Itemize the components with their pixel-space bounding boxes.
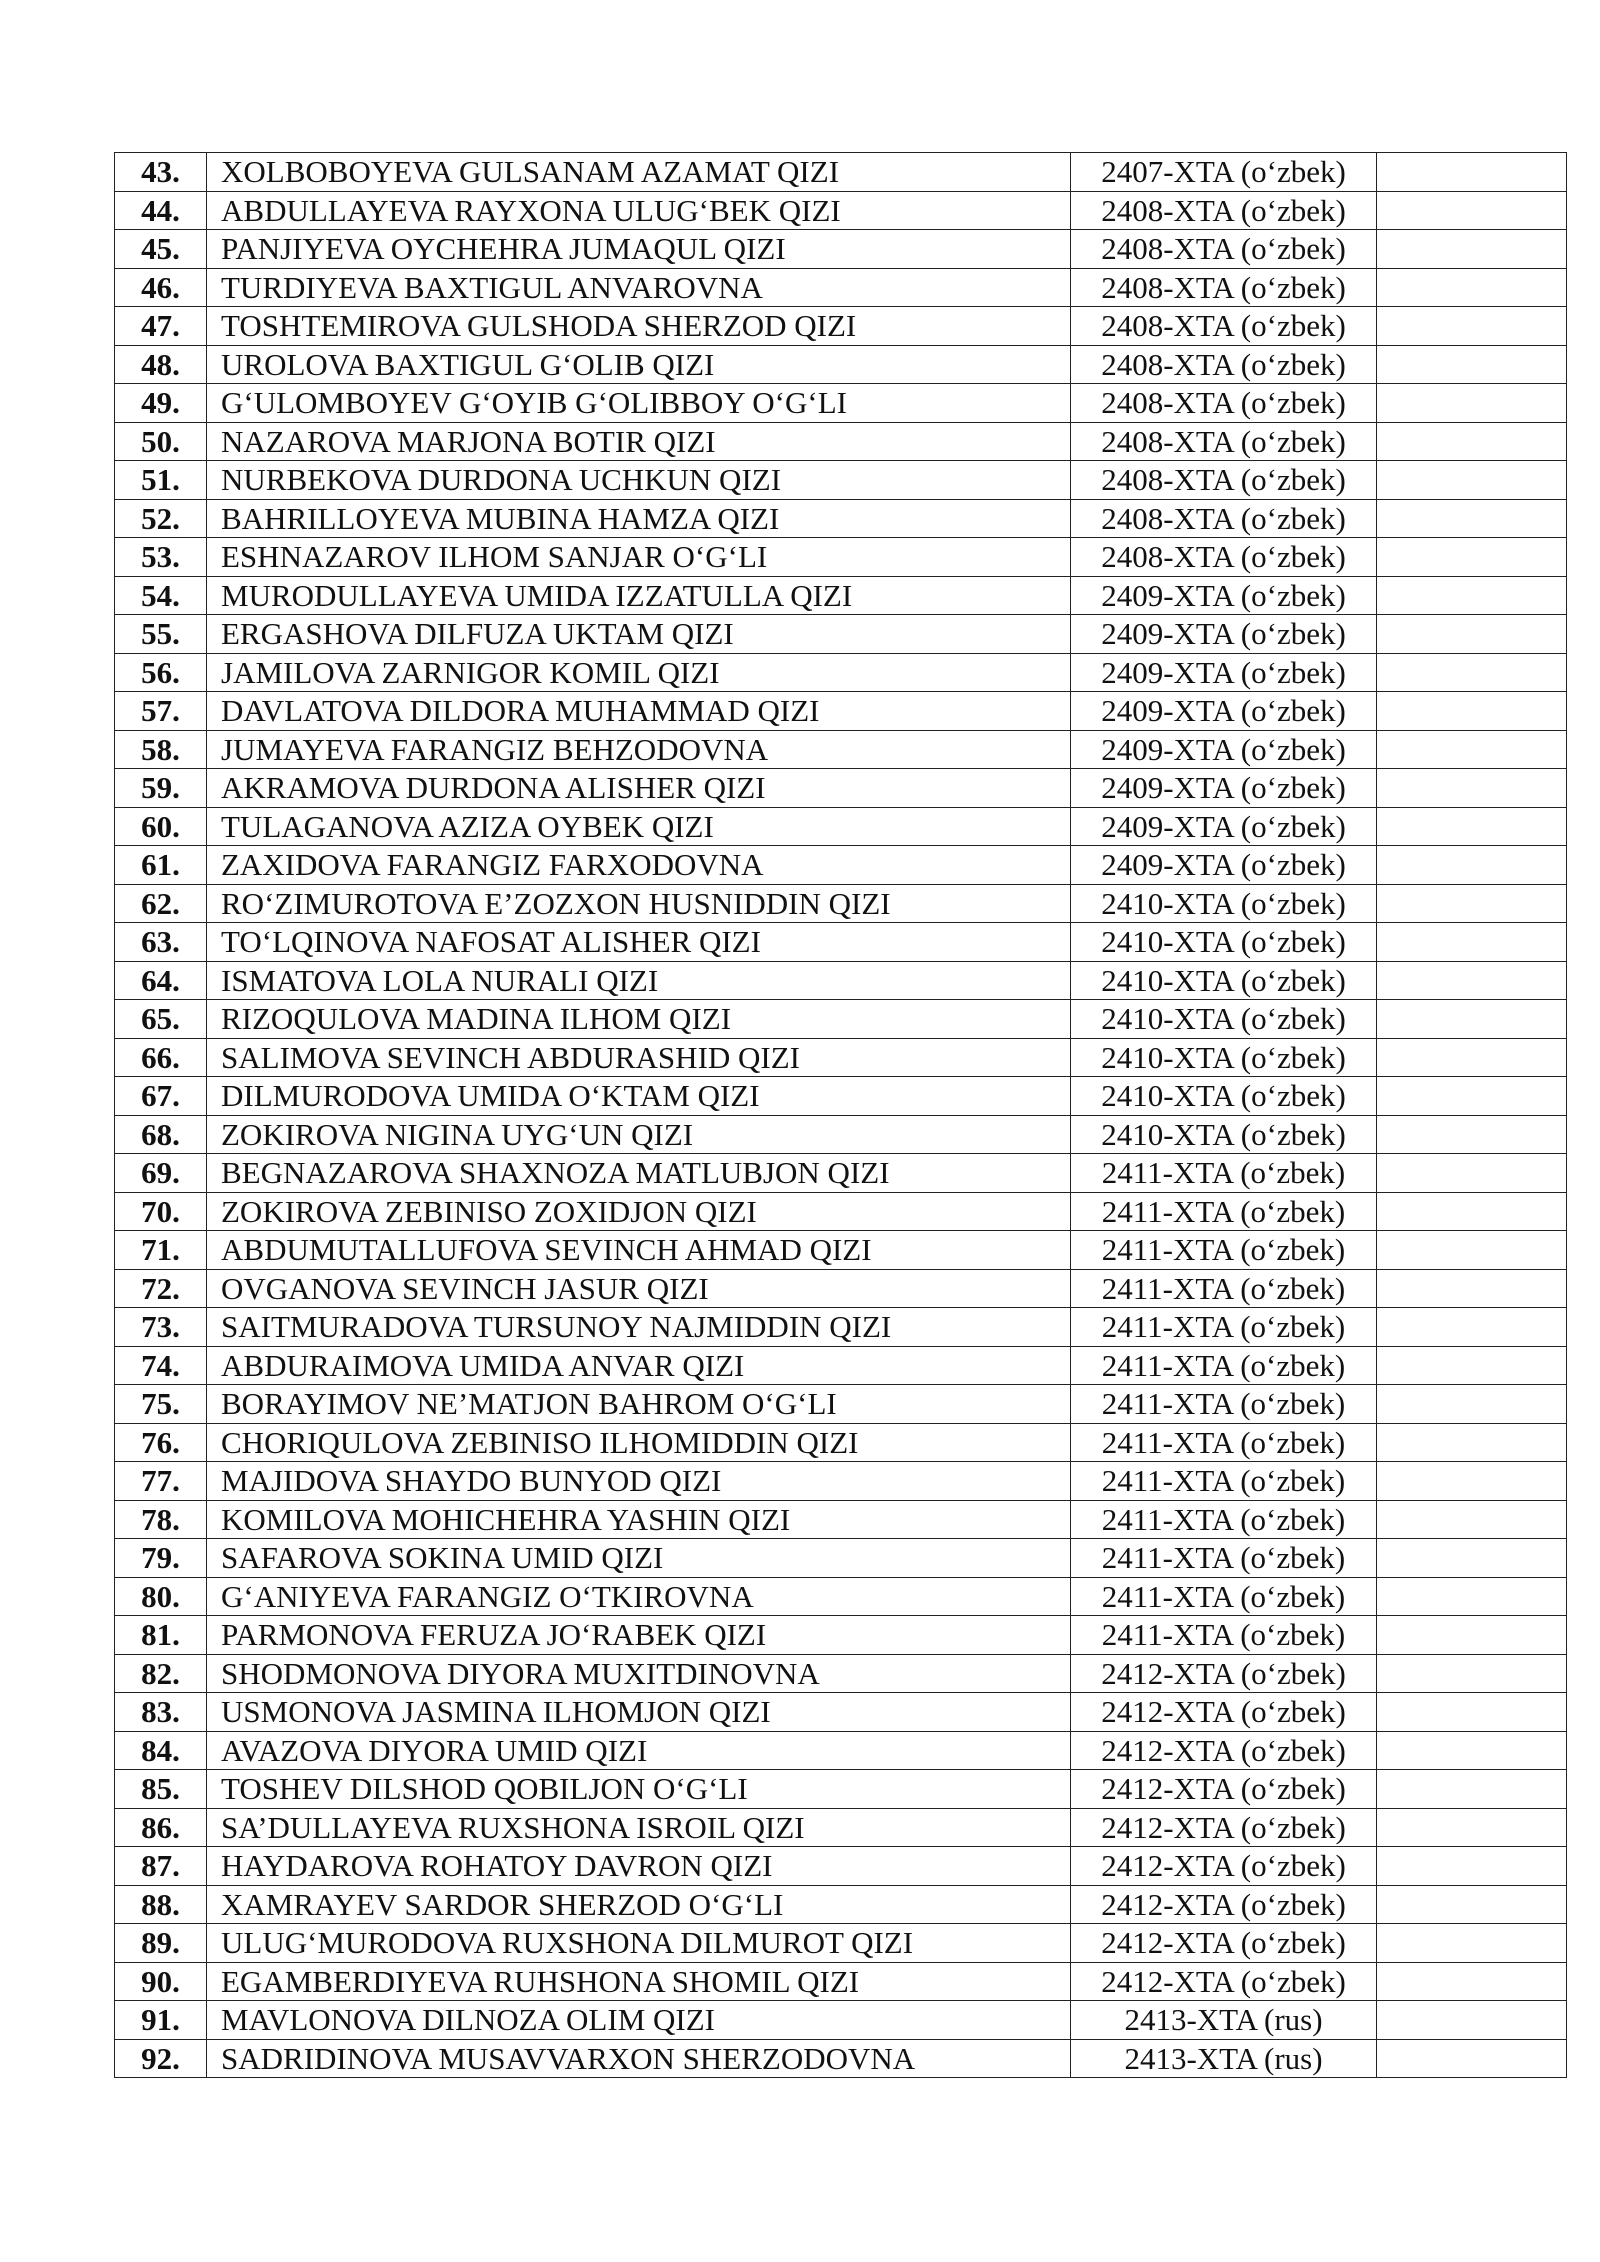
row-number: 86. (115, 1808, 207, 1847)
table-row (115, 1539, 1567, 1578)
empty-cell (1377, 1924, 1567, 1963)
row-number: 87. (115, 1847, 207, 1886)
row-number: 80. (115, 1577, 207, 1616)
group-code: 2410-XTA (o‘zbek) (1071, 1038, 1377, 1077)
student-name: ISMATOVA LOLA NURALI QIZI (207, 961, 1071, 1000)
group-code: 2409-XTA (o‘zbek) (1071, 846, 1377, 885)
student-name: SALIMOVA SEVINCH ABDURASHID QIZI (207, 1038, 1071, 1077)
student-name: MURODULLAYEVA UMIDA IZZATULLA QIZI (207, 576, 1071, 615)
row-number: 64. (115, 961, 207, 1000)
student-name: DILMURODOVA UMIDA O‘KTAM QIZI (207, 1077, 1071, 1116)
empty-cell (1377, 538, 1567, 577)
empty-cell (1377, 576, 1567, 615)
table-row (115, 2039, 1567, 2078)
table-row (115, 884, 1567, 923)
table-row (115, 268, 1567, 307)
student-name: AVAZOVA DIYORA UMID QIZI (207, 1731, 1071, 1770)
group-code: 2411-XTA (o‘zbek) (1071, 1154, 1377, 1193)
student-name: KOMILOVA MOHICHEHRA YASHIN QIZI (207, 1500, 1071, 1539)
empty-cell (1377, 961, 1567, 1000)
group-code: 2412-XTA (o‘zbek) (1071, 1885, 1377, 1924)
empty-cell (1377, 1770, 1567, 1809)
group-code: 2412-XTA (o‘zbek) (1071, 1808, 1377, 1847)
group-code: 2411-XTA (o‘zbek) (1071, 1616, 1377, 1655)
row-number: 84. (115, 1731, 207, 1770)
group-code: 2409-XTA (o‘zbek) (1071, 653, 1377, 692)
group-code: 2408-XTA (o‘zbek) (1071, 191, 1377, 230)
student-name: ABDURAIMOVA UMIDA ANVAR QIZI (207, 1346, 1071, 1385)
row-number: 73. (115, 1308, 207, 1347)
student-name: BORAYIMOV NE’MATJON BAHROM O‘G‘LI (207, 1385, 1071, 1424)
row-number: 44. (115, 191, 207, 230)
table-row (115, 1115, 1567, 1154)
group-code: 2408-XTA (o‘zbek) (1071, 384, 1377, 423)
student-name: RO‘ZIMUROTOVA E’ZOZXON HUSNIDDIN QIZI (207, 884, 1071, 923)
empty-cell (1377, 1385, 1567, 1424)
student-name: SHODMONOVA DIYORA MUXITDINOVNA (207, 1654, 1071, 1693)
group-code: 2408-XTA (o‘zbek) (1071, 499, 1377, 538)
empty-cell (1377, 1000, 1567, 1039)
student-name: ESHNAZAROV ILHOM SANJAR O‘G‘LI (207, 538, 1071, 577)
group-code: 2410-XTA (o‘zbek) (1071, 923, 1377, 962)
student-name: XOLBOBOYEVA GULSANAM AZAMAT QIZI (207, 153, 1071, 192)
group-code: 2412-XTA (o‘zbek) (1071, 1693, 1377, 1732)
row-number: 77. (115, 1462, 207, 1501)
group-code: 2409-XTA (o‘zbek) (1071, 576, 1377, 615)
group-code: 2408-XTA (o‘zbek) (1071, 538, 1377, 577)
table-row (115, 191, 1567, 230)
row-number: 90. (115, 1962, 207, 2001)
table-row (115, 1924, 1567, 1963)
empty-cell (1377, 2039, 1567, 2078)
table-row (115, 1308, 1567, 1347)
group-code: 2407-XTA (o‘zbek) (1071, 153, 1377, 192)
table-row (115, 615, 1567, 654)
student-name: RIZOQULOVA MADINA ILHOM QIZI (207, 1000, 1071, 1039)
row-number: 62. (115, 884, 207, 923)
group-code: 2411-XTA (o‘zbek) (1071, 1269, 1377, 1308)
empty-cell (1377, 345, 1567, 384)
row-number: 46. (115, 268, 207, 307)
group-code: 2408-XTA (o‘zbek) (1071, 461, 1377, 500)
table-row (115, 1654, 1567, 1693)
student-name: BAHRILLOYEVA MUBINA HAMZA QIZI (207, 499, 1071, 538)
group-code: 2408-XTA (o‘zbek) (1071, 268, 1377, 307)
table-row (115, 846, 1567, 885)
table-row (115, 961, 1567, 1000)
student-name: AKRAMOVA DURDONA ALISHER QIZI (207, 769, 1071, 808)
row-number: 63. (115, 923, 207, 962)
table-row (115, 1192, 1567, 1231)
empty-cell (1377, 422, 1567, 461)
empty-cell (1377, 769, 1567, 808)
empty-cell (1377, 153, 1567, 192)
row-number: 54. (115, 576, 207, 615)
group-code: 2412-XTA (o‘zbek) (1071, 1962, 1377, 2001)
empty-cell (1377, 2001, 1567, 2040)
row-number: 58. (115, 730, 207, 769)
row-number: 52. (115, 499, 207, 538)
table-row (115, 2001, 1567, 2040)
table-row (115, 1885, 1567, 1924)
empty-cell (1377, 1038, 1567, 1077)
student-name: XAMRAYEV SARDOR SHERZOD O‘G‘LI (207, 1885, 1071, 1924)
empty-cell (1377, 384, 1567, 423)
table-row (115, 807, 1567, 846)
group-code: 2408-XTA (o‘zbek) (1071, 422, 1377, 461)
empty-cell (1377, 268, 1567, 307)
row-number: 91. (115, 2001, 207, 2040)
group-code: 2410-XTA (o‘zbek) (1071, 884, 1377, 923)
row-number: 60. (115, 807, 207, 846)
group-code: 2411-XTA (o‘zbek) (1071, 1308, 1377, 1347)
empty-cell (1377, 1077, 1567, 1116)
empty-cell (1377, 923, 1567, 962)
table-row (115, 1847, 1567, 1886)
student-name: PARMONOVA FERUZA JO‘RABEK QIZI (207, 1616, 1071, 1655)
row-number: 71. (115, 1231, 207, 1270)
row-number: 53. (115, 538, 207, 577)
student-name: MAVLONOVA DILNOZA OLIM QIZI (207, 2001, 1071, 2040)
table-row (115, 692, 1567, 731)
empty-cell (1377, 1269, 1567, 1308)
table-row (115, 769, 1567, 808)
row-number: 68. (115, 1115, 207, 1154)
row-number: 43. (115, 153, 207, 192)
table-row (115, 1385, 1567, 1424)
empty-cell (1377, 1693, 1567, 1732)
row-number: 65. (115, 1000, 207, 1039)
group-code: 2411-XTA (o‘zbek) (1071, 1192, 1377, 1231)
student-name: ULUG‘MURODOVA RUXSHONA DILMUROT QIZI (207, 1924, 1071, 1963)
student-name: TURDIYEVA BAXTIGUL ANVAROVNA (207, 268, 1071, 307)
table-row (115, 422, 1567, 461)
group-code: 2412-XTA (o‘zbek) (1071, 1924, 1377, 1963)
empty-cell (1377, 1962, 1567, 2001)
empty-cell (1377, 1500, 1567, 1539)
group-code: 2409-XTA (o‘zbek) (1071, 615, 1377, 654)
student-name: OVGANOVA SEVINCH JASUR QIZI (207, 1269, 1071, 1308)
student-name: HAYDAROVA ROHATOY DAVRON QIZI (207, 1847, 1071, 1886)
group-code: 2410-XTA (o‘zbek) (1071, 1077, 1377, 1116)
group-code: 2411-XTA (o‘zbek) (1071, 1423, 1377, 1462)
table-row (115, 230, 1567, 269)
student-name: DAVLATOVA DILDORA MUHAMMAD QIZI (207, 692, 1071, 731)
student-name: ZOKIROVA NIGINA UYG‘UN QIZI (207, 1115, 1071, 1154)
row-number: 49. (115, 384, 207, 423)
group-code: 2411-XTA (o‘zbek) (1071, 1500, 1377, 1539)
empty-cell (1377, 692, 1567, 731)
row-number: 85. (115, 1770, 207, 1809)
table-row (115, 730, 1567, 769)
row-number: 74. (115, 1346, 207, 1385)
student-name: MAJIDOVA SHAYDO BUNYOD QIZI (207, 1462, 1071, 1501)
student-name: ABDULLAYEVA RAYXONA ULUG‘BEK QIZI (207, 191, 1071, 230)
row-number: 67. (115, 1077, 207, 1116)
table-row (115, 1962, 1567, 2001)
table-row (115, 153, 1567, 192)
student-name: SAITMURADOVA TURSUNOY NAJMIDDIN QIZI (207, 1308, 1071, 1347)
row-number: 79. (115, 1539, 207, 1578)
empty-cell (1377, 1154, 1567, 1193)
table-row (115, 1231, 1567, 1270)
empty-cell (1377, 884, 1567, 923)
group-code: 2410-XTA (o‘zbek) (1071, 1000, 1377, 1039)
student-name: TOSHTEMIROVA GULSHODA SHERZOD QIZI (207, 307, 1071, 346)
group-code: 2408-XTA (o‘zbek) (1071, 345, 1377, 384)
row-number: 78. (115, 1500, 207, 1539)
empty-cell (1377, 1847, 1567, 1886)
row-number: 48. (115, 345, 207, 384)
group-code: 2412-XTA (o‘zbek) (1071, 1654, 1377, 1693)
row-number: 88. (115, 1885, 207, 1924)
table-row (115, 1154, 1567, 1193)
group-code: 2409-XTA (o‘zbek) (1071, 807, 1377, 846)
row-number: 92. (115, 2039, 207, 2078)
table-row (115, 1346, 1567, 1385)
student-name: G‘ANIYEVA FARANGIZ O‘TKIROVNA (207, 1577, 1071, 1616)
group-code: 2410-XTA (o‘zbek) (1071, 961, 1377, 1000)
table-row (115, 1616, 1567, 1655)
empty-cell (1377, 1731, 1567, 1770)
student-name: JAMILOVA ZARNIGOR KOMIL QIZI (207, 653, 1071, 692)
group-code: 2411-XTA (o‘zbek) (1071, 1539, 1377, 1578)
table-row (115, 345, 1567, 384)
row-number: 82. (115, 1654, 207, 1693)
empty-cell (1377, 1462, 1567, 1501)
group-code: 2408-XTA (o‘zbek) (1071, 230, 1377, 269)
student-name: TOSHEV DILSHOD QOBILJON O‘G‘LI (207, 1770, 1071, 1809)
row-number: 45. (115, 230, 207, 269)
row-number: 50. (115, 422, 207, 461)
table-row (115, 384, 1567, 423)
empty-cell (1377, 1577, 1567, 1616)
student-name: USMONOVA JASMINA ILHOMJON QIZI (207, 1693, 1071, 1732)
empty-cell (1377, 807, 1567, 846)
row-number: 81. (115, 1616, 207, 1655)
student-name: PANJIYEVA OYCHEHRA JUMAQUL QIZI (207, 230, 1071, 269)
group-code: 2412-XTA (o‘zbek) (1071, 1770, 1377, 1809)
group-code: 2413-XTA (rus) (1071, 2001, 1377, 2040)
table-row (115, 1693, 1567, 1732)
group-code: 2412-XTA (o‘zbek) (1071, 1847, 1377, 1886)
student-name: ABDUMUTALLUFOVA SEVINCH AHMAD QIZI (207, 1231, 1071, 1270)
table-row (115, 1423, 1567, 1462)
empty-cell (1377, 230, 1567, 269)
empty-cell (1377, 1885, 1567, 1924)
row-number: 83. (115, 1693, 207, 1732)
empty-cell (1377, 846, 1567, 885)
student-name: SADRIDINOVA MUSAVVARXON SHERZODOVNA (207, 2039, 1071, 2078)
student-name: SAFAROVA SOKINA UMID QIZI (207, 1539, 1071, 1578)
empty-cell (1377, 461, 1567, 500)
group-code: 2411-XTA (o‘zbek) (1071, 1385, 1377, 1424)
group-code: 2409-XTA (o‘zbek) (1071, 769, 1377, 808)
row-number: 57. (115, 692, 207, 731)
student-name: TULAGANOVA AZIZA OYBEK QIZI (207, 807, 1071, 846)
table-row (115, 1808, 1567, 1847)
row-number: 70. (115, 1192, 207, 1231)
table-row (115, 1500, 1567, 1539)
table-row (115, 1462, 1567, 1501)
group-code: 2410-XTA (o‘zbek) (1071, 1115, 1377, 1154)
group-code: 2411-XTA (o‘zbek) (1071, 1231, 1377, 1270)
table-row (115, 1731, 1567, 1770)
row-number: 69. (115, 1154, 207, 1193)
empty-cell (1377, 1308, 1567, 1347)
empty-cell (1377, 730, 1567, 769)
table-row (115, 461, 1567, 500)
table-row (115, 1770, 1567, 1809)
row-number: 89. (115, 1924, 207, 1963)
table-row (115, 1577, 1567, 1616)
empty-cell (1377, 1231, 1567, 1270)
empty-cell (1377, 1346, 1567, 1385)
table-row (115, 923, 1567, 962)
student-name: JUMAYEVA FARANGIZ BEHZODOVNA (207, 730, 1071, 769)
row-number: 66. (115, 1038, 207, 1077)
empty-cell (1377, 615, 1567, 654)
empty-cell (1377, 1808, 1567, 1847)
student-list-body (115, 153, 1567, 2078)
row-number: 55. (115, 615, 207, 654)
row-number: 59. (115, 769, 207, 808)
student-name: UROLOVA BAXTIGUL G‘OLIB QIZI (207, 345, 1071, 384)
empty-cell (1377, 1115, 1567, 1154)
group-code: 2411-XTA (o‘zbek) (1071, 1462, 1377, 1501)
group-code: 2412-XTA (o‘zbek) (1071, 1731, 1377, 1770)
student-name: CHORIQULOVA ZEBINISO ILHOMIDDIN QIZI (207, 1423, 1071, 1462)
student-name: ZAXIDOVA FARANGIZ FARXODOVNA (207, 846, 1071, 885)
student-name: TO‘LQINOVA NAFOSAT ALISHER QIZI (207, 923, 1071, 962)
student-name: G‘ULOMBOYEV G‘OYIB G‘OLIBBOY O‘G‘LI (207, 384, 1071, 423)
group-code: 2409-XTA (o‘zbek) (1071, 692, 1377, 731)
group-code: 2411-XTA (o‘zbek) (1071, 1577, 1377, 1616)
table-row (115, 576, 1567, 615)
table-row (115, 653, 1567, 692)
empty-cell (1377, 191, 1567, 230)
row-number: 47. (115, 307, 207, 346)
student-name: EGAMBERDIYEVA RUHSHONA SHOMIL QIZI (207, 1962, 1071, 2001)
row-number: 75. (115, 1385, 207, 1424)
empty-cell (1377, 1654, 1567, 1693)
table-row (115, 1000, 1567, 1039)
row-number: 56. (115, 653, 207, 692)
group-code: 2411-XTA (o‘zbek) (1071, 1346, 1377, 1385)
row-number: 51. (115, 461, 207, 500)
table-row (115, 307, 1567, 346)
table-row (115, 499, 1567, 538)
row-number: 61. (115, 846, 207, 885)
group-code: 2409-XTA (o‘zbek) (1071, 730, 1377, 769)
group-code: 2408-XTA (o‘zbek) (1071, 307, 1377, 346)
empty-cell (1377, 1423, 1567, 1462)
table-row (115, 538, 1567, 577)
empty-cell (1377, 499, 1567, 538)
empty-cell (1377, 307, 1567, 346)
empty-cell (1377, 653, 1567, 692)
student-name: NURBEKOVA DURDONA UCHKUN QIZI (207, 461, 1071, 500)
row-number: 72. (115, 1269, 207, 1308)
student-name: NAZAROVA MARJONA BOTIR QIZI (207, 422, 1071, 461)
student-list-table (114, 152, 1567, 2078)
table-row (115, 1038, 1567, 1077)
row-number: 76. (115, 1423, 207, 1462)
empty-cell (1377, 1192, 1567, 1231)
student-name: BEGNAZAROVA SHAXNOZA MATLUBJON QIZI (207, 1154, 1071, 1193)
empty-cell (1377, 1539, 1567, 1578)
student-name: ZOKIROVA ZEBINISO ZOXIDJON QIZI (207, 1192, 1071, 1231)
table-row (115, 1077, 1567, 1116)
student-name: ERGASHOVA DILFUZA UKTAM QIZI (207, 615, 1071, 654)
table-row (115, 1269, 1567, 1308)
empty-cell (1377, 1616, 1567, 1655)
group-code: 2413-XTA (rus) (1071, 2039, 1377, 2078)
student-name: SA’DULLAYEVA RUXSHONA ISROIL QIZI (207, 1808, 1071, 1847)
